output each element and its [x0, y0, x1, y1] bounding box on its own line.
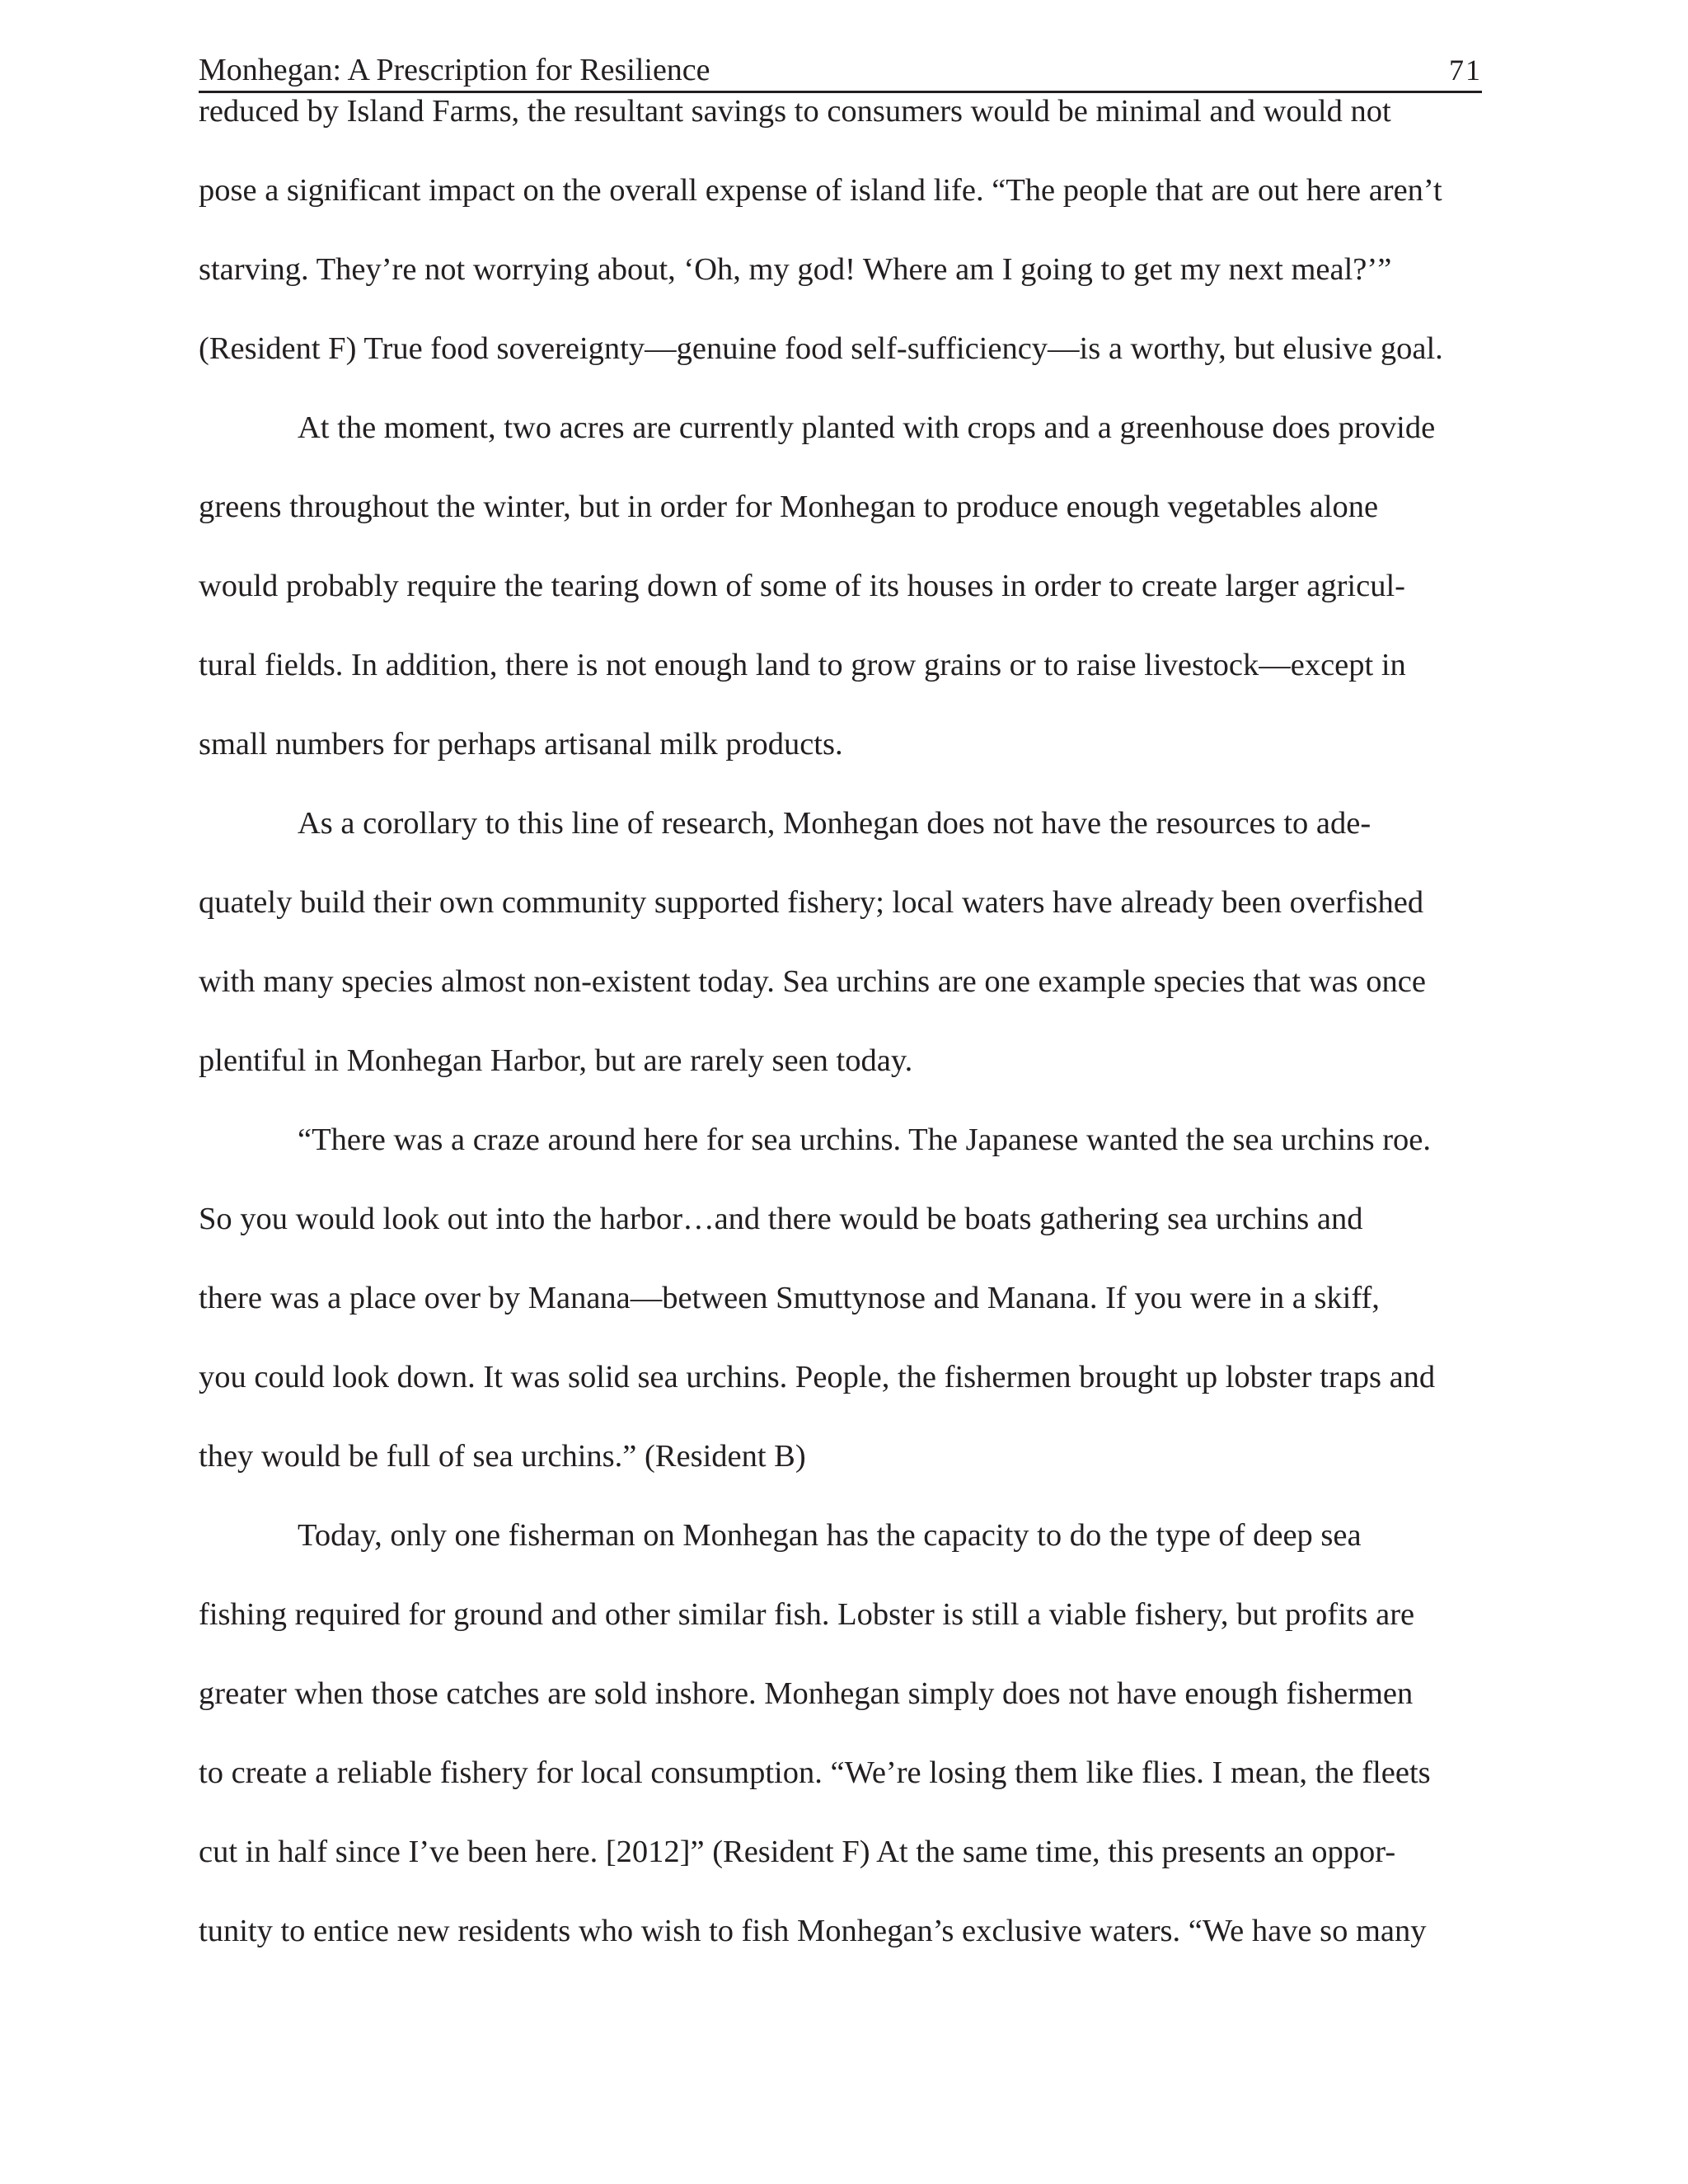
- text-line: So you would look out into the harbor…and there would be boats gathering sea urchins and: [199, 1202, 1363, 1236]
- text-line: pose a significant impact on the overall expense of island life. “The people that are out here aren’t: [199, 173, 1442, 208]
- text-line: reduced by Island Farms, the resultant savings to consumers would be minimal and would not: [199, 94, 1391, 129]
- text-line: small numbers for perhaps artisanal milk products.: [199, 727, 843, 762]
- text-line: greens throughout the winter, but in order for Monhegan to produce enough vegetables alone: [199, 490, 1379, 524]
- text-line: greater when those catches are sold inshore. Monhegan simply does not have enough fishermen: [199, 1676, 1414, 1711]
- text-line: to create a reliable fishery for local consumption. “We’re losing them like flies. I mean, the fleets: [199, 1755, 1431, 1790]
- paragraph-first-line: “There was a craze around here for sea urchins. The Japanese wanted the sea urchins roe.: [298, 1122, 1432, 1157]
- text-line: with many species almost non-existent today. Sea urchins are one example species that was once: [199, 964, 1426, 999]
- text-line: cut in half since I’ve been here. [2012]” (Resident F) At the same time, this presents an oppor-: [199, 1835, 1396, 1869]
- text-line: tural fields. In addition, there is not enough land to grow grains or to raise livestock—except in: [199, 648, 1406, 682]
- paragraph-first-line: As a corollary to this line of research, Monhegan does not have the resources to ade-: [298, 806, 1372, 841]
- text-line: quately build their own community supported fishery; local waters have already been overfished: [199, 885, 1424, 920]
- text-line: (Resident F) True food sovereignty—genuine food self-sufficiency—is a worthy, but elusive goal.: [199, 331, 1443, 366]
- text-line: fishing required for ground and other similar fish. Lobster is still a viable fishery, but profits are: [199, 1597, 1415, 1632]
- paragraph-first-line: At the moment, two acres are currently planted with crops and a greenhouse does provide: [298, 410, 1436, 445]
- page-number: 71: [1449, 54, 1482, 87]
- text-line: there was a place over by Manana—between Smuttynose and Manana. If you were in a skiff,: [199, 1281, 1380, 1315]
- text-line: they would be full of sea urchins.” (Resident B): [199, 1439, 806, 1474]
- paragraph-first-line: Today, only one fisherman on Monhegan has the capacity to do the type of deep sea: [298, 1518, 1362, 1553]
- text-line: would probably require the tearing down of some of its houses in order to create larger agricul-: [199, 569, 1405, 603]
- running-title: Monhegan: A Prescription for Resilience: [199, 53, 710, 87]
- running-header: [199, 48, 1482, 93]
- text-line: you could look down. It was solid sea urchins. People, the fishermen brought up lobster traps and: [199, 1360, 1436, 1394]
- text-line: tunity to entice new residents who wish to fish Monhegan’s exclusive waters. “We have so many: [199, 1914, 1427, 1948]
- text-line: starving. They’re not worrying about, ‘Oh, my god! Where am I going to get my next meal?’”: [199, 252, 1392, 287]
- body-text: [199, 90, 1482, 1989]
- text-line: plentiful in Monhegan Harbor, but are rarely seen today.: [199, 1043, 913, 1078]
